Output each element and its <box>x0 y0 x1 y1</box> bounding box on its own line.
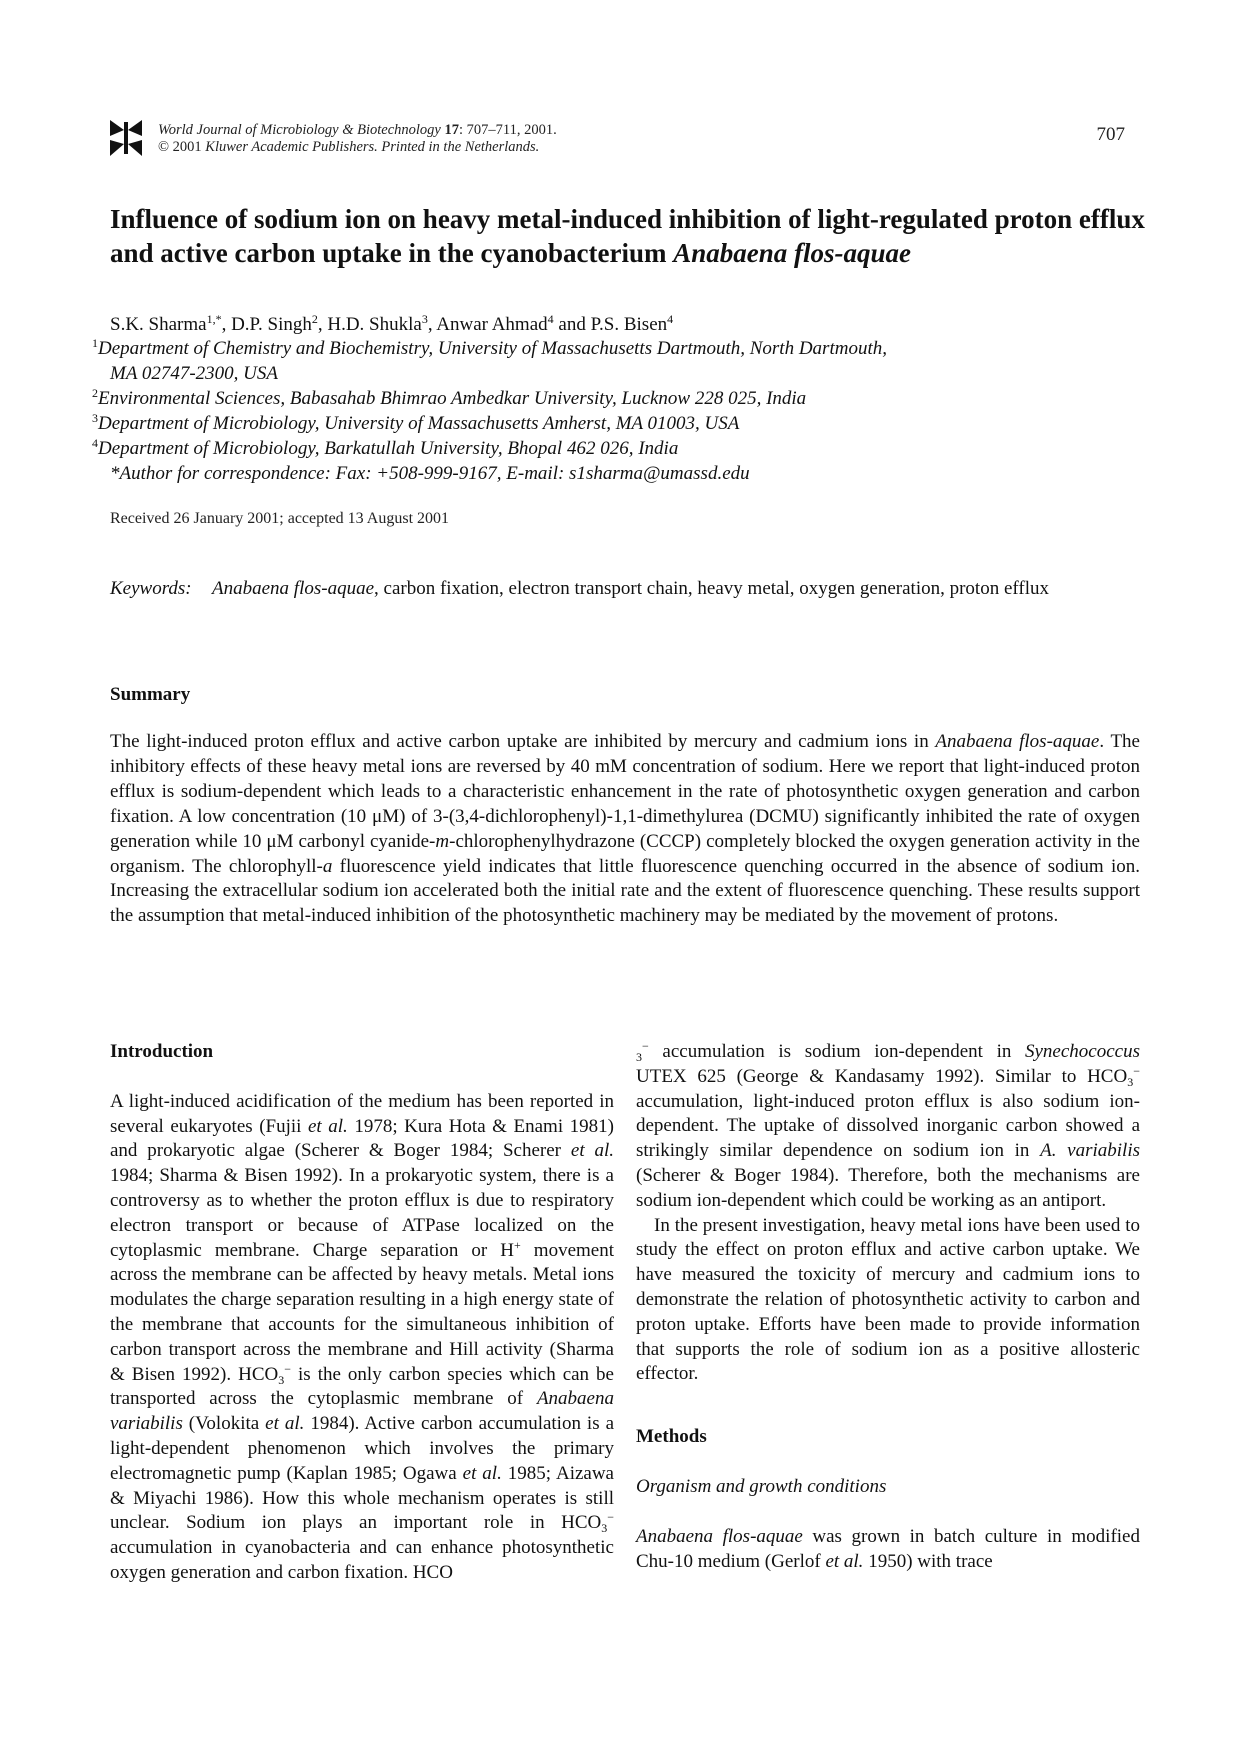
summary-text: The light-induced proton efflux and active carbon uptake are inhibited by mercury and cadmium ions in Anabaena flos-aquae. The inhibitory effects of these heavy metal ions are reversed by 40 mM concentration of sodium. Here we report that light-induced proton efflux is sodium-dependent which leads to a characteristic enhancement in the rate of photosynthetic oxygen generation and carbon fixation. A low concentration (10 μM) of 3-(3,4-dichlorophenyl)-1,1-dimethylurea (DCMU) significantly inhibited the rate of oxygen generation while 10 μM carbonyl cyanide-m-chlorophenylhydrazone (CCCP) completely blocked the oxygen generation activity in the organism. The chlorophyll-a fluorescence yield indicates that little fluorescence quenching occurred in the absence of sodium ion. Increasing the extracellular sodium ion accelerated both the initial rate and the extent of fluorescence quenching. These results support the assumption that metal-induced inhibition of the photosynthetic machinery may be mediated by the movement of protons. <box>110 731 1140 927</box>
journal-citation: World Journal of Microbiology & Biotechnology 17: 707–711, 2001. © 2001 Kluwer Academic Publishers. Printed in the Netherlands. <box>158 122 557 155</box>
author-list <box>110 312 1150 337</box>
introduction-paragraph-2: In the present investigation, heavy metal ions have been used to study the effect on proton efflux and active carbon uptake. We have measured the toxicity of mercury and cadmium ions to demonstrate the relation of photosynthetic activity to carbon and proton uptake. Efforts have been made to provide information that supports the role of sodium ion as a positive allosteric effector. <box>636 1214 1140 1385</box>
received-date: Received 26 January 2001; accepted 13 August 2001 <box>110 510 450 527</box>
keywords-text: Anabaena flos-aquae, carbon fixation, electron transport chain, heavy metal, oxygen generation, proton efflux <box>212 578 1049 599</box>
affiliation-line <box>92 386 1142 411</box>
affiliation-marker: 3 <box>92 411 98 425</box>
keywords-label: Keywords: <box>110 578 192 599</box>
affiliation-text: Department of Chemistry and Biochemistry, University of Massachusetts Dartmouth, North Dartmouth, <box>98 338 887 359</box>
author-separator: and <box>553 314 591 335</box>
introduction-paragraph-continued: $_3$− accumulation is sodium ion-dependent in Synechococcus UTEX 625 (George & Kandasamy 1992). Similar to $HCO_3^-$ accumulation, light-induced proton efflux is also sodium ion-dependent. The uptake of dissolved inorganic carbon showed a strikingly similar dependence on sodium ion in A. variabilis (Scherer & Boger 1984). Therefore, both the mechanisms are sodium ion-dependent which could be working as an antiport. <box>636 1039 1140 1211</box>
author-affiliation-marker: 3 <box>421 312 428 326</box>
affiliation-text: Department of Microbiology, University of Massachusetts Amherst, MA 01003, USA <box>98 413 740 434</box>
affiliation-marker: 2 <box>92 386 98 400</box>
methods-paragraph: Anabaena flos-aquae was grown in batch culture in modified Chu-10 medium (Gerlof et al. 1950) with trace <box>636 1525 1140 1572</box>
introduction-heading: Introduction <box>110 1041 214 1062</box>
author-name: D.P. Singh <box>231 314 312 335</box>
author-separator: , <box>427 314 437 335</box>
affiliation-list <box>92 336 1142 486</box>
affiliation-line <box>92 411 1142 436</box>
left-column <box>110 1040 614 1586</box>
author-name: H.D. Shukla <box>327 314 422 335</box>
author-affiliation-marker: 1,* <box>206 312 222 326</box>
affiliation-marker: 4 <box>92 436 98 450</box>
author-separator: , <box>317 314 328 335</box>
summary-heading: Summary <box>110 684 191 705</box>
publisher-logo-icon <box>108 118 144 158</box>
author-affiliation-marker: 4 <box>547 312 554 326</box>
methods-heading: Methods <box>636 1426 707 1448</box>
right-column <box>636 1040 1140 1574</box>
author-name: P.S. Bisen <box>590 314 668 335</box>
affiliation-line <box>92 436 1142 461</box>
affiliation-line <box>92 361 1142 386</box>
author-affiliation-marker: 2 <box>311 312 318 326</box>
methods-subheading: Organism and growth conditions <box>636 1475 887 1497</box>
affiliation-text: MA 02747-2300, USA <box>110 363 278 384</box>
author-name: S.K. Sharma <box>110 314 207 335</box>
page-number: 707 <box>1096 124 1125 145</box>
author-separator: , <box>221 314 232 335</box>
affiliation-text: *Author for correspondence: Fax: +508-999-9167, E-mail: s1sharma@umassd.edu <box>110 463 750 484</box>
author-name: Anwar Ahmad <box>436 314 548 335</box>
introduction-paragraph: A light-induced acidification of the medium has been reported in several eukaryotes (Fujii et al. 1978; Kura Hota & Enami 1981) and prokaryotic algae (Scherer & Boger 1984; Scherer et al. 1984; Sharma & Bisen 1992). In a prokaryotic system, there is a controversy as to whether the proton efflux is due to respiratory electron transport or because of ATPase localized on the cytoplasmic membrane. Charge separation or H+ movement across the membrane can be affected by heavy metals. Metal ions modulates the charge separation resulting in a high energy state of the membrane that accounts for the simultaneous inhibition of carbon transport across the membrane and Hill activity (Sharma & Bisen 1992). $HCO_3^-$ is the only carbon species which can be transported across the cytoplasmic membrane of Anabaena variabilis (Volokita et al. 1984). Active carbon accumulation is a light-dependent phenomenon which involves the primary electromagnetic pump (Kaplan 1985; Ogawa et al. 1985; Aizawa & Miyachi 1986). How this whole mechanism operates is still unclear. Sodium ion plays an important role in $HCO_3^-$ accumulation in cyanobacteria and can enhance photosynthetic oxygen generation and carbon fixation. HCO <box>110 1090 614 1583</box>
author-affiliation-marker: 4 <box>667 312 674 326</box>
affiliation-marker: 1 <box>92 336 98 350</box>
affiliation-line <box>92 336 1142 361</box>
affiliation-text: Department of Microbiology, Barkatullah University, Bhopal 462 026, India <box>98 438 679 459</box>
paper-title: Influence of sodium ion on heavy metal-induced inhibition of light-regulated proton efflux and active carbon uptake in the cyanobacterium Anabaena flos-aquae <box>110 204 1145 268</box>
affiliation-line <box>92 461 1142 486</box>
affiliation-text: Environmental Sciences, Babasahab Bhimrao Ambedkar University, Lucknow 228 025, India <box>98 388 807 409</box>
